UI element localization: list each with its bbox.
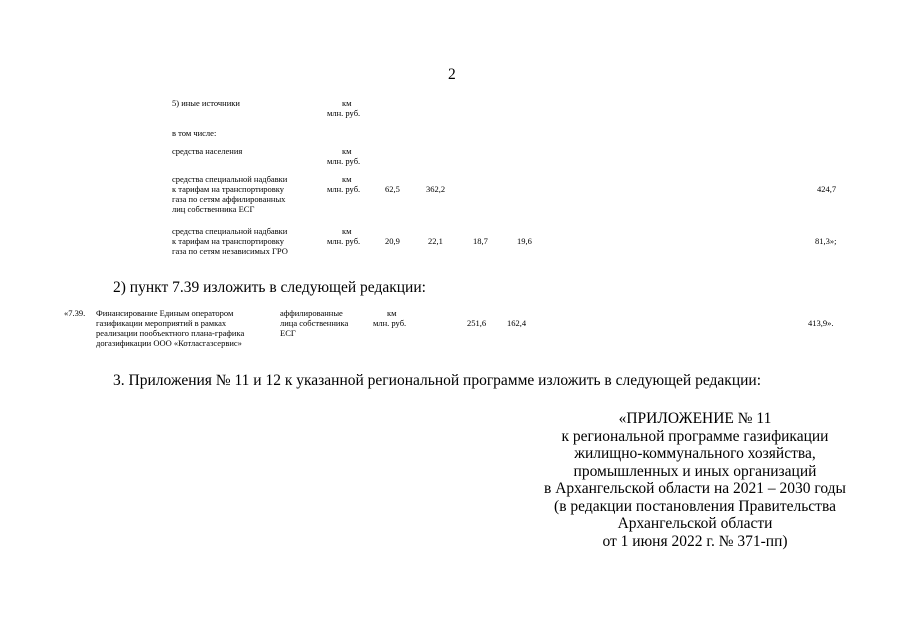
value-cell: 162,4 <box>507 318 527 328</box>
value-cell: 18,7 <box>473 236 488 246</box>
unit-rub: млн. руб. <box>327 108 361 118</box>
unit-km: км <box>342 98 352 108</box>
row-description: газификации мероприятий в рамках <box>96 318 227 328</box>
row-description: Финансирование Единым оператором <box>96 308 234 318</box>
value-cell: 22,1 <box>428 236 443 246</box>
item3-heading: 3. Приложения № 11 и 12 к указанной региональной программе изложить в следующей редакции: <box>113 372 762 389</box>
appendix-line: Архангельской области <box>617 515 773 532</box>
row-label: 5) иные источники <box>172 98 240 108</box>
funding-source: лица собственника <box>280 318 349 328</box>
page-number: 2 <box>448 66 456 83</box>
appendix-line: промышленных и иных организаций <box>573 462 817 480</box>
row-label: лиц собственника ЕСГ <box>172 204 255 214</box>
row-number: «7.39. <box>64 308 86 318</box>
unit-rub: млн. руб. <box>373 318 407 328</box>
row-description: реализации пообъектного плана-графика <box>96 328 245 338</box>
appendix-line: к региональной программе газификации <box>561 427 829 445</box>
row-label: средства населения <box>172 146 243 156</box>
funding-source: аффилированные <box>280 308 343 318</box>
appendix-line: в Архангельской области на 2021 – 2030 годы <box>544 480 846 497</box>
unit-km: км <box>342 226 352 236</box>
row-label: средства специальной надбавки <box>172 174 288 184</box>
total-cell: 413,9». <box>808 318 834 328</box>
appendix-line: «ПРИЛОЖЕНИЕ № 11 <box>618 410 772 427</box>
unit-rub: млн. руб. <box>327 236 361 246</box>
appendix-header <box>515 410 875 550</box>
unit-km: км <box>342 174 352 184</box>
appendix-line: (в редакции постановления Правительства <box>554 497 836 515</box>
item2-heading: 2) пункт 7.39 изложить в следующей редакции: <box>113 279 426 296</box>
row-description: догазификации ООО «Котласгазсервис» <box>96 338 242 348</box>
appendix-line: жилищно-коммунального хозяйства, <box>574 445 816 462</box>
row-label: в том числе: <box>172 128 217 138</box>
unit-km: км <box>342 146 352 156</box>
value-cell: 19,6 <box>517 236 532 246</box>
total-cell: 81,3»; <box>815 236 837 246</box>
value-cell: 362,2 <box>426 184 446 194</box>
appendix-line: от 1 июня 2022 г. № 371-пп) <box>602 532 788 550</box>
row-label: газа по сетям независимых ГРО <box>172 246 288 256</box>
funding-source: ЕСГ <box>280 328 296 338</box>
row-label: средства специальной надбавки <box>172 226 288 236</box>
unit-rub: млн. руб. <box>327 156 361 166</box>
unit-km: км <box>387 308 397 318</box>
unit-rub: млн. руб. <box>327 184 361 194</box>
row-label: газа по сетям аффилированных <box>172 194 286 204</box>
row-label: к тарифам на транспортировку <box>172 184 285 194</box>
value-cell: 251,6 <box>467 318 487 328</box>
total-cell: 424,7 <box>817 184 837 194</box>
value-cell: 20,9 <box>385 236 400 246</box>
row-label: к тарифам на транспортировку <box>172 236 285 246</box>
value-cell: 62,5 <box>385 184 400 194</box>
